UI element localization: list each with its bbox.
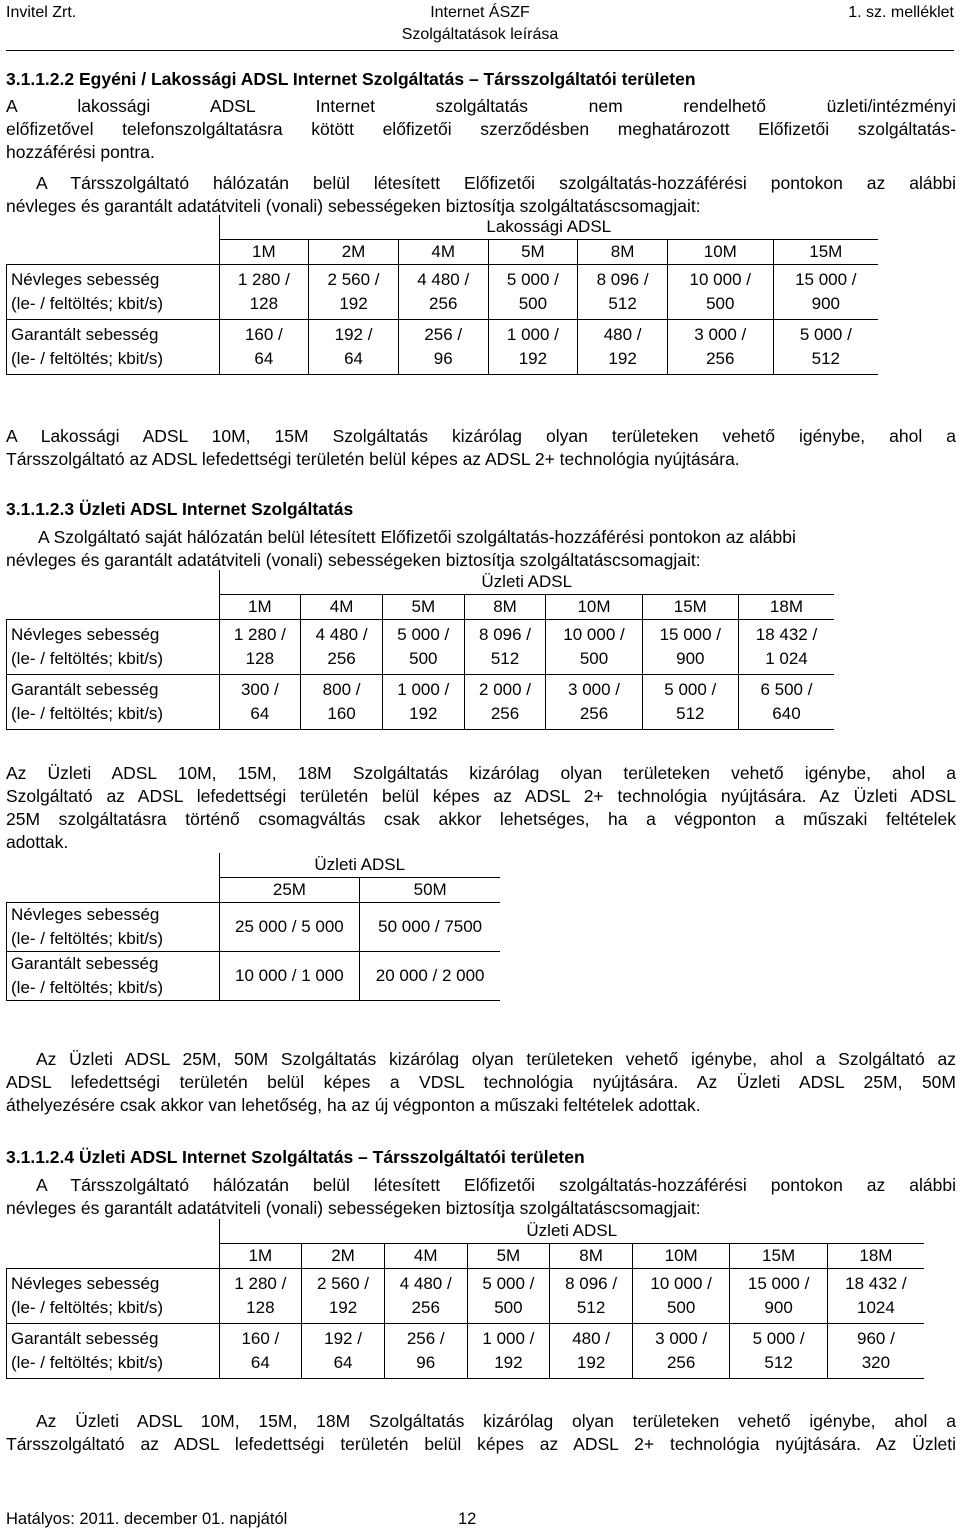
table-cell bbox=[488, 320, 578, 375]
cell-value-bottom: 128 bbox=[245, 649, 275, 668]
table-cell bbox=[219, 1269, 302, 1324]
text-line: Az Üzleti ADSL 25M, 50M Szolgáltatás kizárólag olyan területeken vehető igénybe, ahol a Szolgáltató az bbox=[36, 1049, 956, 1069]
column-header: 18M bbox=[827, 1244, 924, 1269]
header-title-line2: Szolgáltatások leírása bbox=[401, 26, 559, 43]
table-corner bbox=[7, 240, 220, 265]
cell-value-bottom: 900 bbox=[764, 1298, 793, 1317]
table-caption: Üzleti ADSL bbox=[219, 853, 500, 878]
table-row bbox=[7, 320, 879, 375]
row-label bbox=[7, 903, 220, 952]
table-row bbox=[7, 952, 501, 1001]
footer-effective-date: Hatályos: 2011. december 01. napjától bbox=[6, 1510, 288, 1528]
cell-value-bottom: 192 bbox=[339, 294, 368, 313]
row-label bbox=[7, 320, 220, 375]
header-annex: 1. sz. melléklet bbox=[848, 4, 954, 21]
cell-value-top: 192 / bbox=[324, 1329, 362, 1348]
cell-value-bottom: 192 bbox=[409, 704, 438, 723]
row-label-line2: (le- / feltöltés; kbit/s) bbox=[11, 349, 164, 368]
cell-value-top: 18 432 / bbox=[845, 1274, 907, 1293]
table-corner bbox=[7, 878, 220, 903]
cell-value-top: 256 / bbox=[406, 1329, 445, 1348]
cell-value-bottom: 1024 bbox=[856, 1298, 895, 1317]
table-cell bbox=[309, 265, 399, 320]
header-document-title bbox=[300, 2, 660, 46]
table-cell bbox=[488, 265, 578, 320]
text-line: Az Üzleti ADSL 10M, 15M, 18M Szolgáltatás kizárólag olyan területeken vehető igénybe, ahol a bbox=[36, 1411, 956, 1431]
paragraph bbox=[6, 1048, 956, 1117]
table-caption-row bbox=[7, 570, 835, 595]
cell-value-top: 8 096 / bbox=[596, 270, 649, 289]
cell-value-top: 3 000 / bbox=[655, 1329, 708, 1348]
cell-value-top: 1 000 / bbox=[506, 325, 559, 344]
page-number: 12 bbox=[458, 1510, 477, 1528]
column-header: 25M bbox=[219, 878, 360, 903]
row-label-line2: (le- / feltöltés; kbit/s) bbox=[11, 294, 164, 313]
cell-value: 25 000 / 5 000 bbox=[235, 917, 344, 936]
cell-value-bottom: 500 bbox=[579, 649, 609, 668]
row-label bbox=[7, 265, 220, 320]
cell-value-bottom: 64 bbox=[250, 704, 270, 723]
table-cell bbox=[219, 675, 301, 730]
table-cell bbox=[219, 903, 360, 952]
cell-value: 50 000 / 7500 bbox=[378, 917, 483, 936]
column-header: 15M bbox=[730, 1244, 827, 1269]
cell-value-bottom: 256 bbox=[327, 649, 356, 668]
text-line: Az Üzleti ADSL 10M, 15M, 18M Szolgáltatás kizárólag olyan területeken vehető igénybe, ahol a bbox=[6, 763, 956, 783]
cell-value-top: 10 000 / bbox=[689, 270, 751, 289]
table-cell bbox=[360, 952, 500, 1001]
cell-value-top: 15 000 / bbox=[747, 1274, 810, 1293]
table-cell bbox=[550, 1324, 633, 1379]
text-line: A Lakossági ADSL 10M, 15M Szolgáltatás kizárólag olyan területeken vehető igénybe, ahol a bbox=[6, 426, 956, 446]
column-header: 15M bbox=[642, 595, 738, 620]
table-cell bbox=[219, 320, 309, 375]
table-cell bbox=[827, 1269, 924, 1324]
column-header: 8M bbox=[550, 1244, 633, 1269]
cell-value: 10 000 / 1 000 bbox=[235, 966, 344, 985]
paragraph bbox=[6, 425, 956, 471]
column-header: 1M bbox=[219, 240, 309, 265]
cell-value-bottom: 256 bbox=[490, 704, 520, 723]
cell-value-top: 300 / bbox=[240, 680, 279, 699]
paragraph bbox=[6, 1174, 956, 1220]
table-cell bbox=[384, 1269, 467, 1324]
cell-value-top: 480 / bbox=[603, 325, 642, 344]
column-header: 10M bbox=[632, 1244, 729, 1269]
cell-value-bottom: 192 bbox=[328, 1298, 358, 1317]
cell-value-bottom: 96 bbox=[433, 349, 453, 368]
paragraph bbox=[6, 526, 956, 572]
table-cell bbox=[578, 265, 668, 320]
table-row bbox=[7, 903, 501, 952]
cell-value-bottom: 192 bbox=[576, 1353, 606, 1372]
column-header: 15M bbox=[773, 240, 878, 265]
table-cell bbox=[219, 620, 301, 675]
row-label-line2: (le- / feltöltés; kbit/s) bbox=[11, 1353, 164, 1372]
cell-value-bottom: 1 024 bbox=[765, 649, 808, 668]
section-title: 3.1.1.2.2 Egyéni / Lakossági ADSL Internet Szolgáltatás – Társszolgáltatói területen bbox=[6, 69, 696, 89]
cell-value-bottom: 500 bbox=[518, 294, 548, 313]
row-label-line1: Névleges sebesség bbox=[11, 625, 160, 644]
table-row bbox=[7, 620, 835, 675]
cell-value-top: 160 / bbox=[241, 1329, 280, 1348]
column-header: 18M bbox=[738, 595, 834, 620]
paragraph bbox=[6, 172, 956, 218]
paragraph bbox=[6, 762, 956, 854]
cell-value-top: 10 000 / bbox=[563, 625, 625, 644]
table-header-row bbox=[7, 240, 879, 265]
text-line: A lakossági ADSL Internet szolgáltatás nem rendelhető üzleti/intézményi bbox=[6, 96, 956, 116]
column-header: 4M bbox=[384, 1244, 467, 1269]
cell-value-top: 1 280 / bbox=[234, 1274, 287, 1293]
cell-value-top: 5 000 / bbox=[506, 270, 559, 289]
cell-value-bottom: 900 bbox=[676, 649, 705, 668]
cell-value-top: 192 / bbox=[334, 325, 373, 344]
row-label bbox=[7, 1269, 220, 1324]
table-cell bbox=[730, 1269, 827, 1324]
column-header: 8M bbox=[578, 240, 668, 265]
text-line: 25M szolgáltatásra történő csomagváltás csak akkor lehetséges, ha a végponton a műszaki feltételek bbox=[6, 809, 956, 829]
table-cell bbox=[667, 265, 773, 320]
table-cell bbox=[219, 1324, 302, 1379]
cell-value-bottom: 128 bbox=[249, 294, 279, 313]
row-label-line1: Garantált sebesség bbox=[11, 954, 159, 973]
cell-value-top: 3 000 / bbox=[694, 325, 747, 344]
cell-value-top: 4 480 / bbox=[315, 625, 368, 644]
row-label-line2: (le- / feltöltés; kbit/s) bbox=[11, 704, 164, 723]
column-header: 5M bbox=[382, 595, 464, 620]
cell-value-top: 10 000 / bbox=[650, 1274, 712, 1293]
column-header: 1M bbox=[219, 1244, 302, 1269]
column-header: 4M bbox=[398, 240, 488, 265]
table-cell bbox=[360, 903, 500, 952]
cell-value-bottom: 64 bbox=[254, 349, 274, 368]
cell-value-bottom: 512 bbox=[811, 349, 840, 368]
text-line: névleges és garantált adatátviteli (vonali) sebességeken biztosítja szolgáltatáscsomagjait: bbox=[6, 196, 701, 216]
cell-value-bottom: 192 bbox=[608, 349, 637, 368]
table-cell bbox=[398, 265, 488, 320]
row-label-line1: Névleges sebesség bbox=[11, 905, 160, 924]
cell-value-top: 1 000 / bbox=[482, 1329, 535, 1348]
cell-value-bottom: 500 bbox=[494, 1298, 523, 1317]
text-line: A Szolgáltató saját hálózatán belül létesített Előfizetői szolgáltatás-hozzáférési pontokon az alábbi bbox=[38, 527, 796, 547]
cell-value-bottom: 256 bbox=[666, 1353, 696, 1372]
table-cell bbox=[384, 1324, 467, 1379]
column-header: 1M bbox=[219, 595, 301, 620]
cell-value-bottom: 640 bbox=[772, 704, 801, 723]
cell-value-top: 160 / bbox=[244, 325, 283, 344]
text-line: névleges és garantált adatátviteli (vonali) sebességeken biztosítja szolgáltatáscsomagjait: bbox=[6, 550, 701, 570]
column-header: 5M bbox=[467, 1244, 550, 1269]
cell-value-bottom: 64 bbox=[344, 349, 363, 368]
column-header: 2M bbox=[309, 240, 399, 265]
cell-value-bottom: 256 bbox=[429, 294, 458, 313]
table-header-row bbox=[7, 595, 835, 620]
table-row bbox=[7, 675, 835, 730]
table-row bbox=[7, 1324, 925, 1379]
cell-value-top: 2 560 / bbox=[327, 270, 380, 289]
row-label-line1: Névleges sebesség bbox=[11, 1274, 160, 1293]
cell-value-top: 15 000 / bbox=[795, 270, 857, 289]
cell-value-top: 8 096 / bbox=[565, 1274, 618, 1293]
section-title: 3.1.1.2.3 Üzleti ADSL Internet Szolgáltatás bbox=[6, 499, 354, 519]
table-cell bbox=[827, 1324, 924, 1379]
table-cell bbox=[382, 620, 464, 675]
table-cell bbox=[301, 620, 383, 675]
table-caption-row bbox=[7, 1219, 925, 1244]
cell-value-top: 8 096 / bbox=[479, 625, 532, 644]
table-cell bbox=[738, 675, 834, 730]
table-cell bbox=[464, 675, 546, 730]
table-cell bbox=[464, 620, 546, 675]
table-row bbox=[7, 1269, 925, 1324]
cell-value-bottom: 500 bbox=[666, 1298, 696, 1317]
cell-value-top: 5 000 / bbox=[664, 680, 717, 699]
cell-value-top: 4 480 / bbox=[417, 270, 470, 289]
row-label-line1: Garantált sebesség bbox=[11, 1329, 159, 1348]
row-label-line2: (le- / feltöltés; kbit/s) bbox=[11, 649, 164, 668]
cell-value-bottom: 512 bbox=[764, 1353, 793, 1372]
cell-value-bottom: 512 bbox=[676, 704, 705, 723]
table-cell bbox=[302, 1324, 385, 1379]
table-caption: Lakossági ADSL bbox=[219, 215, 878, 240]
cell-value-top: 800 / bbox=[322, 680, 361, 699]
cell-value-bottom: 256 bbox=[411, 1298, 440, 1317]
cell-value-top: 3 000 / bbox=[568, 680, 621, 699]
table-caption: Üzleti ADSL bbox=[219, 570, 834, 595]
cell-value-top: 1 280 / bbox=[237, 270, 290, 289]
text-line: előfizetővel telefonszolgáltatásra kötött előfizetői szerződésben meghatározott Előfizetői szolgáltatás- bbox=[6, 119, 956, 139]
column-header: 10M bbox=[667, 240, 773, 265]
cell-value-bottom: 160 bbox=[327, 704, 356, 723]
table-caption-row bbox=[7, 853, 501, 878]
text-line: adottak. bbox=[6, 832, 69, 852]
row-label-line2: (le- / feltöltés; kbit/s) bbox=[11, 978, 164, 997]
cell-value-top: 5 000 / bbox=[752, 1329, 805, 1348]
cell-value-top: 2 560 / bbox=[317, 1274, 370, 1293]
table-cell bbox=[632, 1269, 729, 1324]
cell-value-top: 15 000 / bbox=[659, 625, 722, 644]
table-cell bbox=[219, 952, 360, 1001]
table-corner bbox=[7, 853, 220, 878]
table-caption-row bbox=[7, 215, 879, 240]
table-cell bbox=[642, 675, 738, 730]
column-header: 4M bbox=[301, 595, 383, 620]
speed-table-uzleti-tarsszolgaltatoi bbox=[6, 1219, 924, 1379]
table-cell bbox=[546, 620, 642, 675]
table-cell bbox=[578, 320, 668, 375]
paragraph bbox=[6, 1410, 956, 1456]
section-title: 3.1.1.2.4 Üzleti ADSL Internet Szolgáltatás – Társszolgáltatói területen bbox=[6, 1147, 585, 1167]
table-cell bbox=[632, 1324, 729, 1379]
cell-value-top: 5 000 / bbox=[482, 1274, 535, 1293]
cell-value-bottom: 256 bbox=[579, 704, 609, 723]
table-header-row bbox=[7, 1244, 925, 1269]
cell-value-bottom: 500 bbox=[706, 294, 735, 313]
table-cell bbox=[467, 1324, 550, 1379]
table-cell bbox=[382, 675, 464, 730]
table-cell bbox=[773, 320, 878, 375]
cell-value-bottom: 512 bbox=[608, 294, 637, 313]
table-cell bbox=[773, 265, 878, 320]
table-cell bbox=[309, 320, 399, 375]
cell-value-bottom: 512 bbox=[576, 1298, 606, 1317]
table-corner bbox=[7, 595, 220, 620]
table-cell bbox=[302, 1269, 385, 1324]
speed-table-uzleti bbox=[6, 570, 834, 730]
row-label-line2: (le- / feltöltés; kbit/s) bbox=[11, 929, 164, 948]
cell-value-top: 1 000 / bbox=[397, 680, 450, 699]
table-cell bbox=[667, 320, 773, 375]
cell-value-bottom: 64 bbox=[333, 1353, 353, 1372]
text-line: névleges és garantált adatátviteli (vonali) sebességeken biztosítja szolgáltatáscsomagjait: bbox=[6, 1198, 701, 1218]
cell-value: 20 000 / 2 000 bbox=[375, 966, 485, 985]
table-caption: Üzleti ADSL bbox=[219, 1219, 924, 1244]
text-line: A Társszolgáltató hálózatán belül létesített Előfizetői szolgáltatás-hozzáférési pontokon az alábbi bbox=[36, 173, 956, 193]
text-line: áthelyezésére csak akkor van lehetőség, ha az új végponton a műszaki feltételek adottak. bbox=[6, 1095, 701, 1115]
table-row bbox=[7, 265, 879, 320]
cell-value-bottom: 96 bbox=[416, 1353, 436, 1372]
cell-value-bottom: 192 bbox=[518, 349, 548, 368]
table-corner bbox=[7, 570, 220, 595]
cell-value-top: 5 000 / bbox=[397, 625, 450, 644]
row-label-line1: Névleges sebesség bbox=[11, 270, 160, 289]
text-line: hozzáférési pontra. bbox=[6, 142, 155, 162]
column-header: 10M bbox=[546, 595, 642, 620]
row-label bbox=[7, 620, 220, 675]
row-label-line2: (le- / feltöltés; kbit/s) bbox=[11, 1298, 164, 1317]
table-cell bbox=[301, 675, 383, 730]
speed-table-lakossagi bbox=[6, 215, 878, 375]
text-line: Társszolgáltató az ADSL lefedettségi területén belül képes az ADSL 2+ technológia nyújtására. Az Üzleti bbox=[6, 1434, 956, 1454]
cell-value-top: 4 480 / bbox=[399, 1274, 452, 1293]
table-cell bbox=[550, 1269, 633, 1324]
table-cell bbox=[642, 620, 738, 675]
row-label bbox=[7, 952, 220, 1001]
header-title-line1: Internet ÁSZF bbox=[430, 4, 530, 21]
text-line: Társszolgáltató az ADSL lefedettségi területén belül képes az ADSL 2+ technológia nyújtására. bbox=[6, 449, 740, 469]
table-header-row bbox=[7, 878, 501, 903]
table-corner bbox=[7, 215, 220, 240]
cell-value-bottom: 320 bbox=[861, 1353, 891, 1372]
column-header: 8M bbox=[464, 595, 546, 620]
header-rule bbox=[6, 50, 954, 51]
cell-value-bottom: 128 bbox=[246, 1298, 275, 1317]
row-label bbox=[7, 1324, 220, 1379]
column-header: 2M bbox=[302, 1244, 385, 1269]
cell-value-bottom: 900 bbox=[811, 294, 840, 313]
header-company: Invitel Zrt. bbox=[6, 4, 77, 21]
cell-value-top: 256 / bbox=[424, 325, 463, 344]
table-corner bbox=[7, 1219, 220, 1244]
cell-value-top: 5 000 / bbox=[799, 325, 852, 344]
table-corner bbox=[7, 1244, 220, 1269]
text-line: A Társszolgáltató hálózatán belül létesített Előfizetői szolgáltatás-hozzáférési pontokon az alábbi bbox=[36, 1175, 956, 1195]
cell-value-bottom: 512 bbox=[490, 649, 520, 668]
table-cell bbox=[730, 1324, 827, 1379]
table-cell bbox=[219, 265, 309, 320]
text-line: Szolgáltató az ADSL lefedettségi területén belül képes az ADSL 2+ technológia nyújtására. Az Üzleti ADSL bbox=[6, 786, 956, 806]
cell-value-top: 1 280 / bbox=[233, 625, 286, 644]
row-label-line1: Garantált sebesség bbox=[11, 680, 159, 699]
cell-value-top: 2 000 / bbox=[479, 680, 532, 699]
cell-value-top: 480 / bbox=[572, 1329, 610, 1348]
column-header: 5M bbox=[488, 240, 578, 265]
table-cell bbox=[467, 1269, 550, 1324]
cell-value-top: 960 / bbox=[857, 1329, 895, 1348]
cell-value-bottom: 500 bbox=[409, 649, 438, 668]
row-label bbox=[7, 675, 220, 730]
cell-value-bottom: 192 bbox=[494, 1353, 523, 1372]
cell-value-top: 6 500 / bbox=[760, 680, 813, 699]
speed-table-uzleti-vdsl bbox=[6, 853, 500, 1001]
cell-value-bottom: 256 bbox=[706, 349, 735, 368]
row-label-line1: Garantált sebesség bbox=[11, 325, 159, 344]
table-cell bbox=[398, 320, 488, 375]
table-cell bbox=[738, 620, 834, 675]
cell-value-top: 18 432 / bbox=[755, 625, 818, 644]
paragraph bbox=[6, 95, 956, 164]
table-cell bbox=[546, 675, 642, 730]
cell-value-bottom: 64 bbox=[250, 1353, 270, 1372]
text-line: ADSL lefedettségi területén belül képes a VDSL technológia nyújtására. Az Üzleti ADSL 25M, 50M bbox=[6, 1072, 956, 1092]
column-header: 50M bbox=[360, 878, 500, 903]
